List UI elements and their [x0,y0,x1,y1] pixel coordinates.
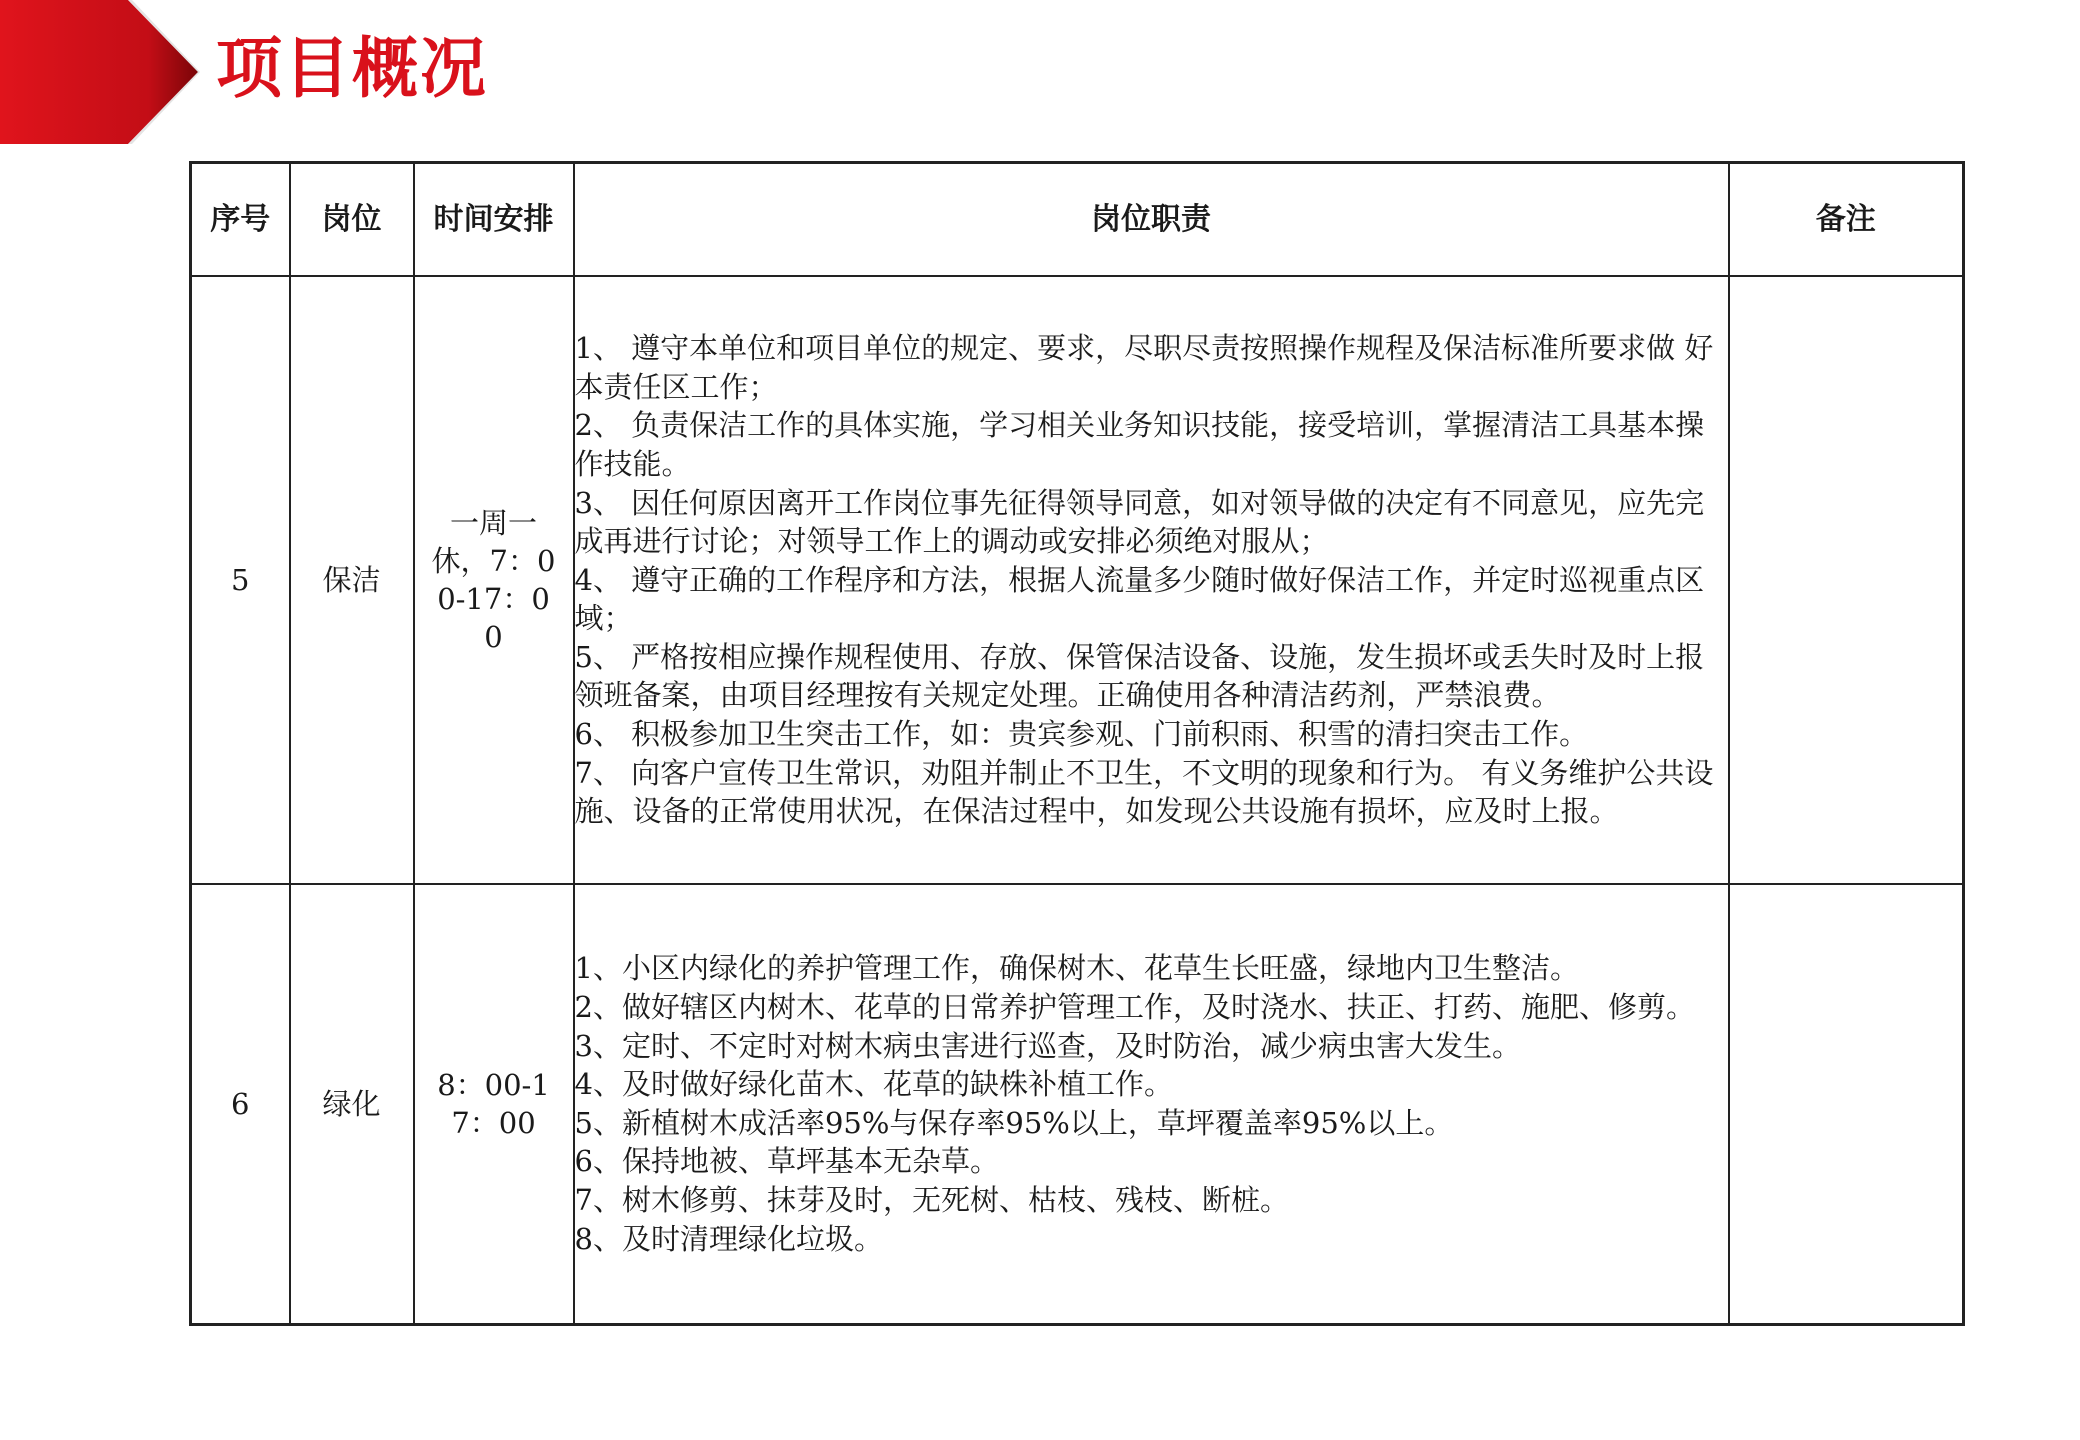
staffing-table [189,161,1965,1326]
duty-item: 4、及时做好绿化苗木、花草的缺株补植工作。 [574,1067,1173,1102]
row-notes [1729,884,1964,1324]
duty-item: 7、 向客户宣传卫生常识，劝阻并制止不卫生，不文明的现象和行为。 有义务维护公共设施、设备的正常使用状况，在保洁过程中，如发现公共设施有损坏，应及时上报。 [574,755,1714,829]
row-duties [574,884,1729,1324]
duty-item: 3、 因任何原因离开工作岗位事先征得领导同意，如对领导做的决定有不同意见，应先完成再进行讨论；对领导工作上的调动或安排必须绝对服从； [574,485,1705,559]
header-seq: 序号 [191,163,290,277]
page-title: 项目概况 [216,30,488,107]
table-row [191,884,1964,1324]
header-post: 岗位 [290,163,414,277]
row-schedule: 8：00-17：00 [414,884,574,1324]
row-duties [574,276,1729,884]
row-schedule: 一周一休，7：00-17：00 [414,276,574,884]
row-seq: 6 [191,884,290,1324]
duty-item: 6、 积极参加卫生突击工作，如：贵宾参观、门前积雨、积雪的清扫突击工作。 [574,717,1589,752]
duty-item: 8、及时清理绿化垃圾。 [574,1221,883,1256]
header-schedule: 时间安排 [414,163,574,277]
row-post: 绿化 [290,884,414,1324]
header-duties: 岗位职责 [574,163,1729,277]
header-notes: 备注 [1729,163,1964,277]
duty-item: 2、做好辖区内树木、花草的日常养护管理工作，及时浇水、扶正、打药、施肥、修剪。 [574,989,1695,1024]
duty-item: 6、保持地被、草坪基本无杂草。 [574,1144,999,1179]
duty-item: 2、 负责保洁工作的具体实施，学习相关业务知识技能，接受培训，掌握清洁工具基本操作技能。 [574,408,1705,481]
duty-item: 5、新植树木成活率95%与保存率95%以上，草坪覆盖率95%以上。 [574,1105,1454,1140]
duty-item: 1、 遵守本单位和项目单位的规定、要求，尽职尽责按照操作规程及保洁标准所要求做 好本责任区工作； [574,331,1714,404]
row-seq: 5 [191,276,290,884]
table-row [191,276,1964,884]
duty-item: 1、小区内绿化的养护管理工作，确保树木、花草生长旺盛，绿地内卫生整洁。 [574,951,1579,986]
row-notes [1729,276,1964,884]
duty-item: 3、定时、不定时对树木病虫害进行巡查，及时防治，减少病虫害大发生。 [574,1028,1521,1063]
duty-item: 5、 严格按相应操作规程使用、存放、保管保洁设备、设施，发生损坏或丢失时及时上报领班备案，由项目经理按有关规定处理。正确使用各种清洁药剂，严禁浪费。 [574,639,1705,713]
duty-item: 4、 遵守正确的工作程序和方法，根据人流量多少随时做好保洁工作，并定时巡视重点区域； [574,562,1705,636]
duty-item: 7、树木修剪、抹芽及时，无死树、枯枝、残枝、断桩。 [574,1182,1289,1217]
title-arrow-icon [0,0,200,144]
row-post: 保洁 [290,276,414,884]
table-header-row [191,163,1964,277]
